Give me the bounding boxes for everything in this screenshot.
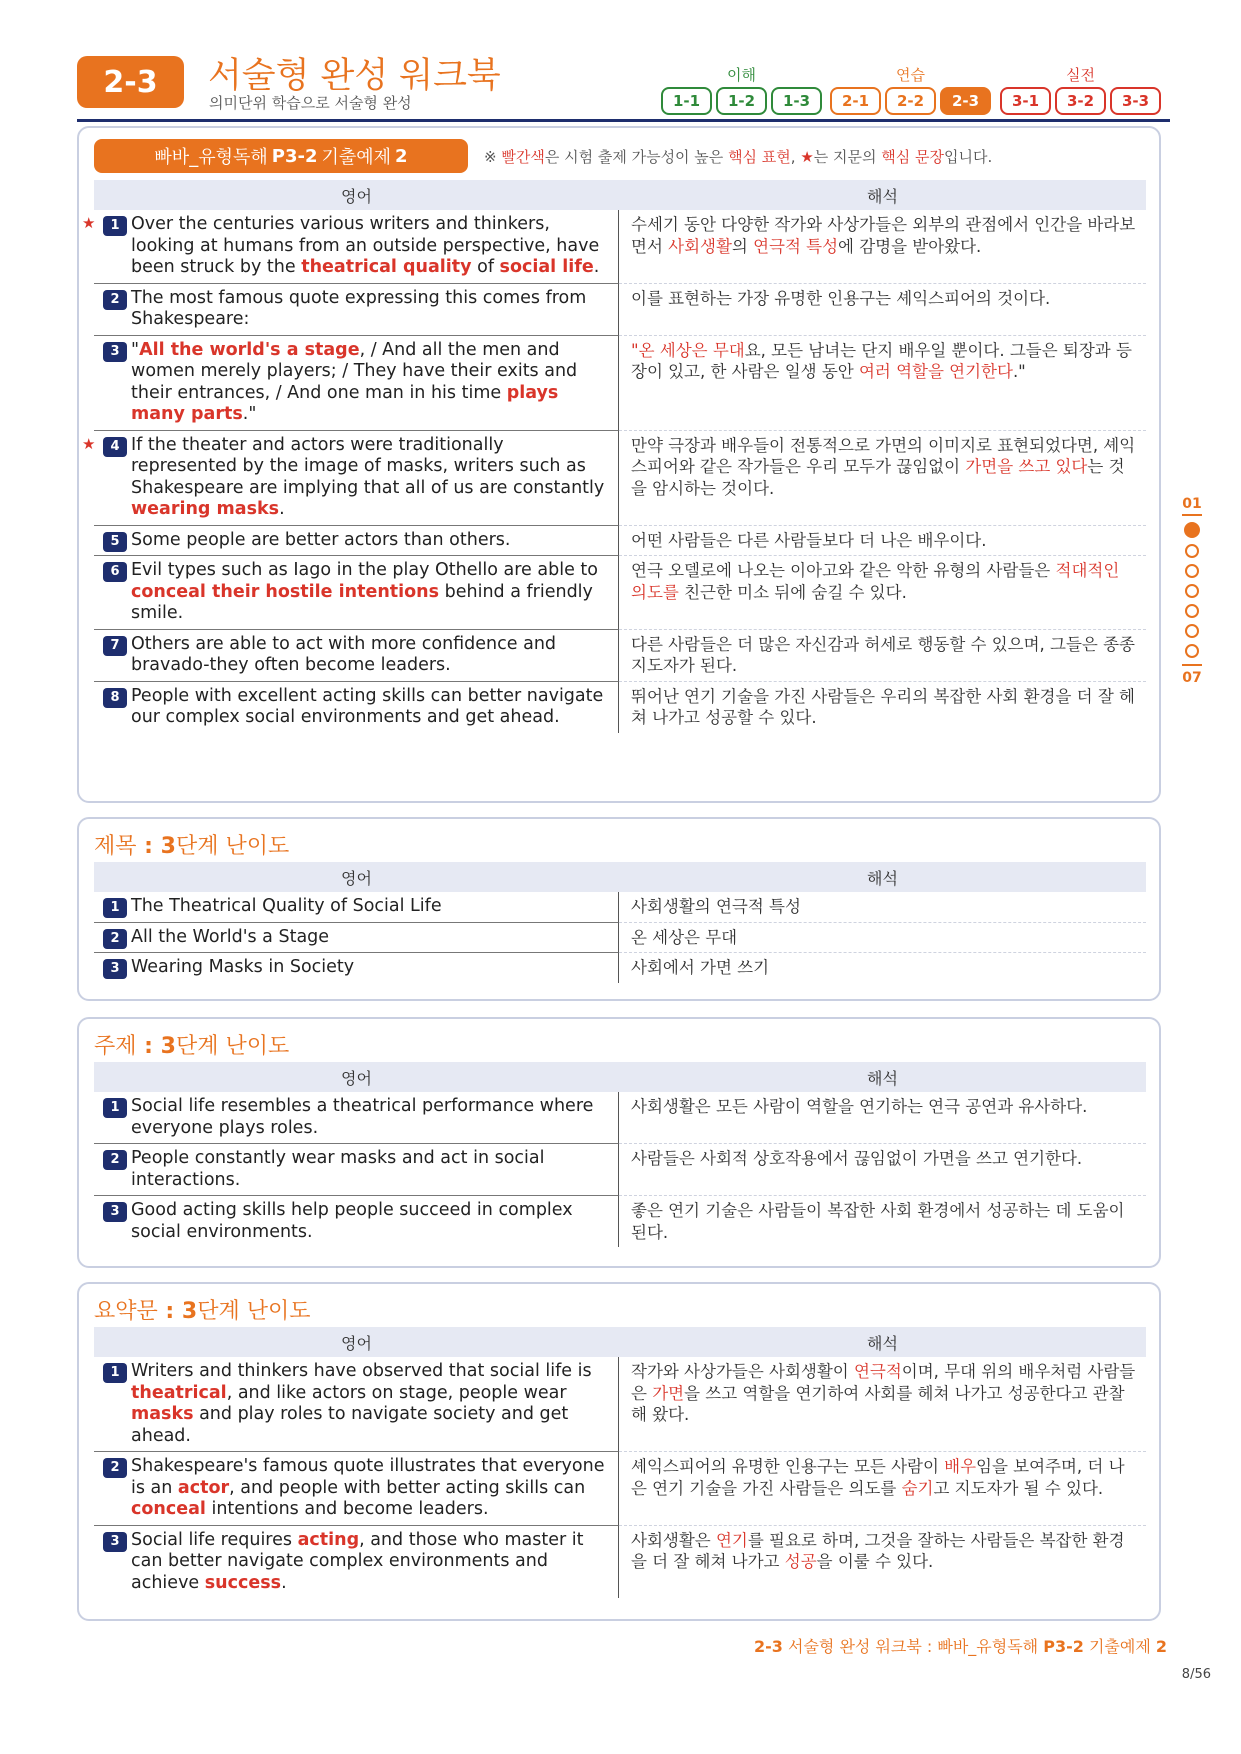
source-suffix: 기출예제: [321, 147, 392, 168]
korean-cell: [619, 556, 1146, 630]
table-row: [94, 1526, 1146, 1599]
step-3-3-button[interactable]: 3-3: [1110, 87, 1161, 115]
text-segment: 다른 사람들은 더 많은 자신감과 허세로 행동할 수 있으며, 그들은 종종 지도자가 된다.: [631, 634, 1135, 675]
key-expression: 여러 역할을 연기한다: [858, 362, 1013, 381]
english-cell: [94, 630, 619, 682]
star-icon: ★: [82, 214, 96, 232]
text-segment: 뛰어난 연기 기술을 가진 사람들은 우리의 복잡한 사회 환경을 더 잘 헤쳐 나가고 성공할 수 있다.: [631, 686, 1135, 727]
text-segment: behind a friendly smile.: [131, 581, 593, 623]
page-number: 8/56: [1181, 1667, 1211, 1682]
col-header-ko: 해석: [867, 1068, 898, 1088]
source-num: 2: [395, 145, 408, 167]
korean-cell: [619, 923, 1146, 954]
text-segment: People with excellent acting skills can better navigate our complex social environments and get ahead.: [131, 685, 604, 727]
key-expression: wearing masks: [131, 499, 280, 519]
key-expression: social life: [499, 257, 594, 277]
english-cell: [94, 556, 619, 630]
step-3-2-button[interactable]: 3-2: [1055, 87, 1106, 115]
source-bold: P3-2: [271, 145, 318, 167]
table-row: [82, 210, 1146, 284]
legend-red: 핵심 문장: [881, 148, 945, 166]
text-segment: , / And all the men and women merely players; / They have their exits and their entrances, / And one man in his time: [131, 339, 578, 403]
table-row: [94, 630, 1146, 682]
col-header-en: 영어: [341, 186, 372, 206]
text-segment: Wearing Masks in Society: [131, 957, 355, 977]
text-segment: 어떤 사람들은 다른 사람들보다 더 나은 배우이다.: [631, 530, 987, 550]
english-cell: [94, 892, 619, 923]
text-segment: intentions and become leaders.: [205, 1499, 489, 1519]
sentence-number-badge: 6: [103, 562, 127, 582]
english-cell: [94, 1092, 619, 1144]
text-segment: 친근한 미소 뒤에 숨길 수 있다.: [678, 582, 907, 602]
text-segment: Social life resembles a theatrical performance where everyone plays roles.: [131, 1096, 594, 1138]
summary-table: [94, 1327, 1146, 1598]
text-segment: Good acting skills help people succeed in complex social environments.: [131, 1200, 573, 1242]
text-segment: of: [471, 257, 500, 277]
text-segment: 이를 표현하는 가장 유명한 인용구는 셰익스피어의 것이다.: [631, 288, 1051, 308]
korean-cell: [619, 1144, 1146, 1196]
english-cell: [82, 210, 619, 284]
theme-table: [94, 1062, 1146, 1247]
text-segment: .: [279, 499, 285, 519]
sentence-number-badge: 1: [103, 898, 127, 918]
sentence-number-badge: 4: [103, 437, 127, 457]
text-segment: 만약 극장과 배우들이 전통적으로 가면의 이미지로 표현되었다면, 셰익스피어와 같은 작가들은 우리 모두가 끊임없이: [631, 435, 1136, 476]
text-segment: 연극 오델로에 나오는 이아고와 같은 악한 유형의 사람들은: [631, 561, 1056, 580]
text-segment: 온 세상은 무대: [631, 927, 738, 947]
progress-dot-1[interactable]: [1184, 522, 1200, 538]
sentence-number-badge: 3: [103, 342, 127, 362]
step-1-1-button[interactable]: 1-1: [661, 87, 712, 115]
source-prefix: 빠바_유형독해: [154, 147, 268, 168]
korean-cell: [619, 526, 1146, 557]
table-row: [94, 1144, 1146, 1196]
sentence-number-badge: 2: [103, 1458, 127, 1478]
text-segment: 임을 보여주며, 더 나은 연기 기술을 가진 사람들은 의도를: [631, 1457, 1125, 1498]
legend-part: ,: [790, 148, 801, 166]
text-segment: Evil types such as Iago in the play Othello are able to: [131, 560, 598, 580]
progress-line: [1182, 514, 1202, 516]
table-row: [94, 892, 1146, 923]
key-expression: All the world's a stage: [139, 339, 360, 360]
difficulty-suffix: 단계 난이도: [175, 1034, 290, 1059]
table-row: [94, 526, 1146, 557]
step-2-3-button-active[interactable]: 2-3: [940, 87, 991, 115]
text-segment: 수세기 동안 다양한 작가와 사상가들은 외부의 관점에서 인간을 바라보면서: [631, 215, 1136, 256]
text-segment: , and people with better acting skills can: [229, 1477, 586, 1498]
sentence-number-badge: 7: [103, 636, 127, 656]
difficulty-suffix: 단계 난이도: [197, 1299, 311, 1324]
legend-part: ※: [484, 148, 502, 166]
text-segment: 을 이룰 수 있다.: [816, 1552, 934, 1571]
step-label-practice: 연습: [896, 66, 925, 84]
section-title-summary: 요약문 : 3단계 난이도: [94, 1299, 311, 1324]
text-segment: 는 것을 암시하는 것이다.: [631, 457, 1125, 498]
page-title: 서술형 완성 워크북: [208, 56, 501, 96]
legend-red: 핵심 표현: [728, 148, 791, 166]
text-segment: If the theater and actors were traditionally represented by the image of masks, writers such as Shakespeare are implying that all of us are constantly: [131, 434, 605, 498]
footer-bold: P3-2: [1043, 1637, 1084, 1656]
page-subtitle: 의미단위 학습으로 서술형 완성: [209, 94, 412, 112]
text-segment: People constantly wear masks and act in social interactions.: [131, 1148, 545, 1190]
col-header-en: 영어: [341, 1068, 372, 1088]
sentence-number-badge: 3: [103, 959, 127, 979]
korean-cell: [619, 892, 1146, 923]
table-row: [94, 336, 1146, 431]
col-header-ko: 해석: [867, 1333, 898, 1353]
korean-cell: [619, 210, 1146, 284]
table-header: [94, 1327, 1146, 1357]
text-segment: .": [242, 404, 257, 424]
table-header: [94, 1062, 1146, 1092]
title-rows: [94, 892, 1146, 983]
step-group-practice: [830, 64, 991, 115]
legend-red: 빨간색: [501, 148, 545, 166]
star-icon: ★: [82, 434, 96, 453]
legend-note: [484, 146, 992, 167]
korean-cell: [619, 431, 1146, 526]
key-expression: theatrical: [131, 1382, 227, 1403]
text-segment: The Theatrical Quality of Social Life: [131, 896, 442, 916]
key-expression: 연기: [715, 1530, 748, 1550]
text-segment: 사회생활은: [631, 1530, 716, 1550]
passage-card: [77, 126, 1161, 803]
star-icon: ★: [800, 148, 814, 166]
table-row: [94, 923, 1146, 954]
step-2-1-button[interactable]: 2-1: [830, 87, 881, 115]
table-row: [94, 284, 1146, 336]
progress-dot-2[interactable]: [1185, 544, 1199, 558]
sentence-number-badge: 3: [103, 1532, 127, 1552]
key-expression: success: [204, 1572, 282, 1593]
sentence-number-badge: 2: [103, 1150, 127, 1170]
progress-dot-6[interactable]: [1185, 624, 1199, 638]
text-segment: , and those who master it can better navigate complex environments and achieve: [131, 1529, 584, 1593]
progress-dot-5[interactable]: [1185, 604, 1199, 618]
header-divider: [77, 119, 1170, 122]
section-label: 제목: [94, 834, 137, 859]
english-cell: [94, 953, 619, 983]
text-segment: ": [131, 339, 140, 360]
key-expression: 연극적: [853, 1362, 902, 1381]
section-title-theme: 주제 : 3단계 난이도: [94, 1034, 290, 1059]
legend-part: 은 시험 출제 가능성이 높은: [544, 148, 729, 166]
summary-rows: [94, 1357, 1146, 1598]
korean-cell: [619, 1357, 1146, 1452]
text-segment: 사회생활의 연극적 특성: [631, 897, 801, 916]
korean-cell: [619, 630, 1146, 682]
korean-cell: [619, 1196, 1146, 1247]
sentence-number-badge: 2: [103, 929, 127, 949]
text-segment: 을 쓰고 역할을 연기하여 사회를 헤쳐 나가고 성공한다고 관찰해 왔다.: [631, 1383, 1125, 1424]
text-segment: Others are able to act with more confidence and bravado-they often become leaders.: [131, 633, 557, 675]
key-expression: 성공: [784, 1552, 817, 1571]
table-row: [94, 1196, 1146, 1247]
key-expression: masks: [131, 1404, 194, 1424]
theme-card: [77, 1017, 1161, 1268]
table-row: [94, 1452, 1146, 1526]
legend-part: 입니다.: [944, 148, 993, 166]
key-expression: actor: [177, 1477, 230, 1498]
difficulty-level: 3: [181, 1299, 198, 1324]
text-segment: 사회생활은 모든 사람이 역할을 연기하는 연극 공연과 유사하다.: [631, 1097, 1088, 1116]
text-segment: Some people are better actors than others.: [131, 529, 511, 550]
section-label: 요약문: [94, 1299, 158, 1324]
table-row: [94, 556, 1146, 630]
text-segment: Shakespeare's famous quote illustrates that everyone is an: [131, 1456, 605, 1498]
korean-cell: [619, 284, 1146, 336]
key-expression: acting: [297, 1529, 360, 1550]
english-cell: [94, 923, 619, 954]
english-cell: [94, 284, 619, 336]
korean-cell: [619, 1092, 1146, 1144]
key-expression: conceal their hostile intentions: [131, 581, 440, 602]
sentence-number-badge: 1: [103, 1098, 127, 1118]
text-segment: All the World's a Stage: [131, 926, 330, 947]
col-header-en: 영어: [341, 1333, 372, 1353]
table-row: [94, 682, 1146, 733]
difficulty-level: 3: [160, 834, 176, 859]
title-card: [77, 817, 1161, 1001]
korean-cell: [619, 1526, 1146, 1599]
page-progress-nav: [1177, 496, 1207, 686]
step-group-understand: [661, 64, 822, 115]
english-cell: [94, 1526, 619, 1599]
text-segment: Social life requires: [131, 1529, 298, 1550]
summary-card: [77, 1282, 1161, 1621]
table-header: [94, 862, 1146, 892]
text-segment: 고 지도자가 될 수 있다.: [933, 1478, 1104, 1498]
key-expression: 숨기: [901, 1478, 934, 1498]
korean-cell: [619, 1452, 1146, 1526]
text-segment: Over the centuries various writers and thinkers, looking at humans from an outside perspective, have been struck by the: [131, 214, 600, 277]
step-group-real: [1000, 64, 1161, 115]
korean-cell: [619, 336, 1146, 431]
key-expression: theatrical quality: [301, 257, 472, 277]
progress-dot-4[interactable]: [1185, 584, 1199, 598]
sentence-number-badge: 1: [103, 216, 127, 236]
footer-suffix: 기출예제: [1083, 1637, 1156, 1656]
step-label-real: 실전: [1066, 66, 1095, 84]
english-cell: [94, 1144, 619, 1196]
progress-end-label: 07: [1182, 670, 1202, 686]
sentence-number-badge: 5: [103, 532, 127, 552]
table-header: [94, 180, 1146, 210]
section-label: 주제: [94, 1034, 137, 1059]
passage-rows: [82, 210, 1146, 733]
difficulty-level: 3: [160, 1034, 176, 1059]
progress-dot-7[interactable]: [1185, 644, 1199, 658]
step-label-understand: 이해: [727, 66, 756, 84]
english-cell: [94, 526, 619, 557]
table-row: [94, 1357, 1146, 1452]
korean-cell: [619, 682, 1146, 733]
english-cell: [82, 431, 619, 526]
text-segment: The most famous quote expressing this comes from Shakespeare:: [131, 287, 587, 329]
progress-dot-3[interactable]: [1185, 564, 1199, 578]
key-expression: plays many parts: [131, 382, 559, 424]
sentence-number-badge: 8: [103, 688, 127, 708]
progress-line-bottom: [1182, 664, 1202, 666]
progress-start-label: 01: [1182, 496, 1202, 512]
text-segment: 에 감명을 받아왔다.: [838, 236, 982, 256]
key-expression: 연극적 특성: [753, 236, 839, 256]
text-segment: 셰익스피어의 유명한 인용구는 모든 사람이: [631, 1457, 945, 1476]
difficulty-suffix: 단계 난이도: [175, 834, 290, 859]
key-expression: "온 세상은 무대: [631, 340, 745, 360]
key-expression: 사회생활: [668, 236, 732, 256]
step-1-2-button[interactable]: 1-2: [716, 87, 767, 115]
key-expression: conceal: [131, 1499, 206, 1519]
sentence-number-badge: 3: [103, 1202, 127, 1222]
english-cell: [94, 1357, 619, 1452]
col-header-en: 영어: [341, 868, 372, 888]
footer-num: 2: [1155, 1637, 1167, 1656]
col-header-ko: 해석: [867, 868, 898, 888]
footer-title: 서술형 완성 워크북 : 빠바_유형독해: [782, 1637, 1044, 1656]
col-header-ko: 해석: [867, 186, 898, 206]
theme-rows: [94, 1092, 1146, 1247]
key-expression: 가면을 쓰고 있다: [965, 457, 1088, 476]
step-2-2-button[interactable]: 2-2: [885, 87, 936, 115]
text-segment: 사회에서 가면 쓰기: [631, 958, 770, 977]
english-cell: [94, 336, 619, 431]
text-segment: .: [593, 257, 600, 277]
english-cell: [94, 1452, 619, 1526]
text-segment: 좋은 연기 기술은 사람들이 복잡한 사회 환경에서 성공하는 데 도움이 된다.: [631, 1201, 1125, 1242]
korean-cell: [619, 953, 1146, 983]
footer-caption: [754, 1634, 1167, 1657]
text-segment: 이며, 무대 위의 배우처럼 사람들은: [631, 1362, 1136, 1403]
footer-badge: 2-3: [754, 1637, 783, 1656]
key-expression: 적대적인 의도를: [631, 561, 1120, 602]
table-row: [94, 953, 1146, 983]
legend-part: 는 지문의: [813, 148, 882, 166]
section-title-title: 제목 : 3단계 난이도: [94, 834, 290, 859]
english-cell: [94, 1196, 619, 1247]
text-segment: .: [281, 1572, 287, 1593]
lesson-badge: 2-3: [77, 56, 184, 108]
text-segment: 사람들은 사회적 상호작용에서 끊임없이 가면을 쓰고 연기한다.: [631, 1149, 1083, 1168]
text-segment: 를 필요로 하며, 그것을 잘하는 사람들은 복잡한 환경을 더 잘 헤쳐 나가고: [631, 1530, 1125, 1571]
text-segment: Writers and thinkers have observed that social life is: [131, 1361, 592, 1381]
text-segment: 작가와 사상가들은 사회생활이: [631, 1362, 854, 1381]
passage-table: [82, 180, 1146, 733]
sentence-number-badge: 1: [103, 1363, 127, 1383]
text-segment: 요, 모든 남녀는 단지 배우일 뿐이다. 그들은 퇴장과 등장이 있고, 한 사람은 일생 동안: [631, 340, 1132, 381]
title-table: [94, 862, 1146, 983]
key-expression: 배우: [944, 1457, 977, 1476]
table-row: [94, 1092, 1146, 1144]
key-expression: 가면: [652, 1383, 685, 1403]
step-1-3-button[interactable]: 1-3: [771, 87, 822, 115]
step-3-1-button[interactable]: 3-1: [1000, 87, 1051, 115]
english-cell: [94, 682, 619, 733]
sentence-number-badge: 2: [103, 290, 127, 310]
text-segment: .": [1012, 362, 1026, 381]
text-segment: 의: [731, 236, 754, 256]
text-segment: , and like actors on stage, people wear: [226, 1382, 567, 1403]
table-row: [82, 431, 1146, 526]
source-badge: [94, 139, 468, 173]
text-segment: and play roles to navigate society and get ahead.: [131, 1404, 569, 1446]
